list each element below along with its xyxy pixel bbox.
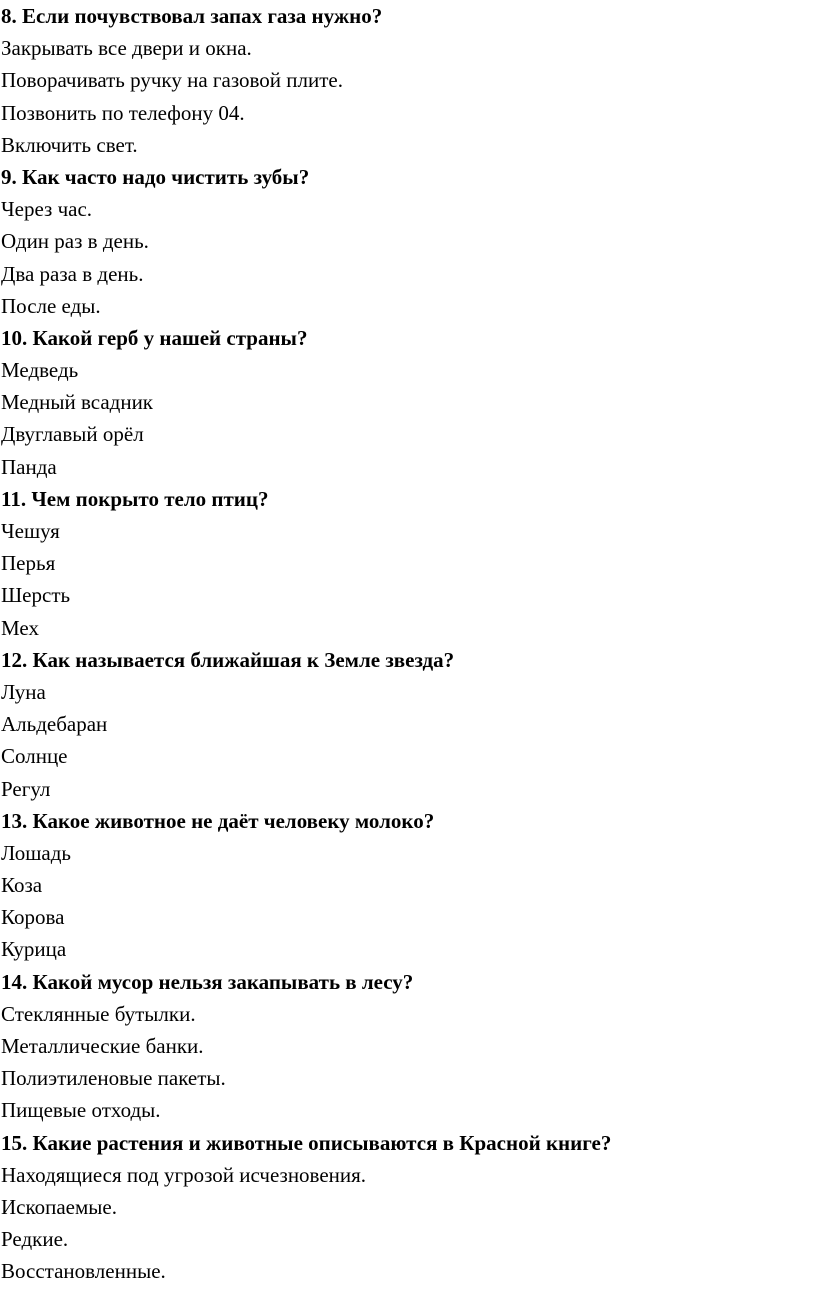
answer-option: Восстановленные.	[1, 1259, 166, 1284]
question-text: 15. Какие растения и животные описываются в Красной книге?	[1, 1130, 612, 1155]
answer-option: Перья	[1, 551, 56, 576]
answer-option: Металлические банки.	[1, 1034, 204, 1058]
question-8	[0, 0, 816, 161]
answer-option: Медведь	[1, 358, 79, 383]
question-12	[0, 644, 816, 805]
answer-option: Пищевые отходы.	[1, 1098, 161, 1123]
answer-option: Луна	[1, 679, 46, 704]
question-13	[0, 805, 816, 966]
answer-option: Редкие.	[1, 1227, 69, 1252]
answer-option: Чешуя	[1, 519, 60, 543]
answer-option: Два раза в день.	[1, 261, 144, 286]
answer-option: Стеклянные бутылки.	[1, 1001, 196, 1026]
answer-option: Поворачивать ручку на газовой плите.	[1, 68, 343, 93]
answer-option: Медный всадник	[1, 390, 154, 415]
answer-option: Регул	[1, 776, 51, 801]
answer-option: Находящиеся под угрозой исчезновения.	[1, 1162, 367, 1187]
answer-option: Шерсть	[1, 583, 71, 608]
answer-option: Солнце	[1, 744, 68, 769]
question-text: 10. Какой герб у нашей страны?	[1, 325, 308, 350]
answer-option: Через час.	[1, 197, 93, 222]
answer-option: Включить свет.	[1, 132, 138, 157]
question-11	[0, 483, 816, 644]
answer-option: Позвонить по телефону 04.	[1, 100, 245, 125]
question-text: 8. Если почувствовал запах газа нужно?	[1, 4, 383, 28]
question-text: 12. Как называется ближайшая к Земле звезда?	[1, 647, 455, 672]
answer-option: Корова	[1, 905, 65, 930]
answer-option: Лошадь	[1, 840, 71, 865]
answer-option: Коза	[1, 873, 43, 898]
answer-option: Альдебаран	[1, 712, 108, 737]
answer-option: Курица	[1, 937, 67, 962]
question-text: 11. Чем покрыто тело птиц?	[1, 486, 269, 511]
answer-option: После еды.	[1, 293, 101, 318]
answer-option: Мех	[1, 615, 39, 640]
question-10	[0, 322, 816, 483]
answer-option: Один раз в день.	[1, 229, 149, 254]
question-14	[0, 966, 816, 1127]
answer-option: Панда	[1, 454, 57, 479]
answer-option: Полиэтиленовые пакеты.	[1, 1066, 226, 1091]
answer-option: Закрывать все двери и окна.	[1, 36, 252, 61]
question-text: 13. Какое животное не даёт человеку молоко?	[1, 808, 435, 833]
answer-option: Двуглавый орёл	[1, 422, 144, 447]
question-9	[0, 161, 816, 322]
question-text: 14. Какой мусор нельзя закапывать в лесу?	[1, 969, 414, 994]
question-text: 9. Как часто надо чистить зубы?	[1, 164, 310, 189]
question-15	[0, 1127, 816, 1288]
answer-option: Ископаемые.	[1, 1194, 117, 1219]
